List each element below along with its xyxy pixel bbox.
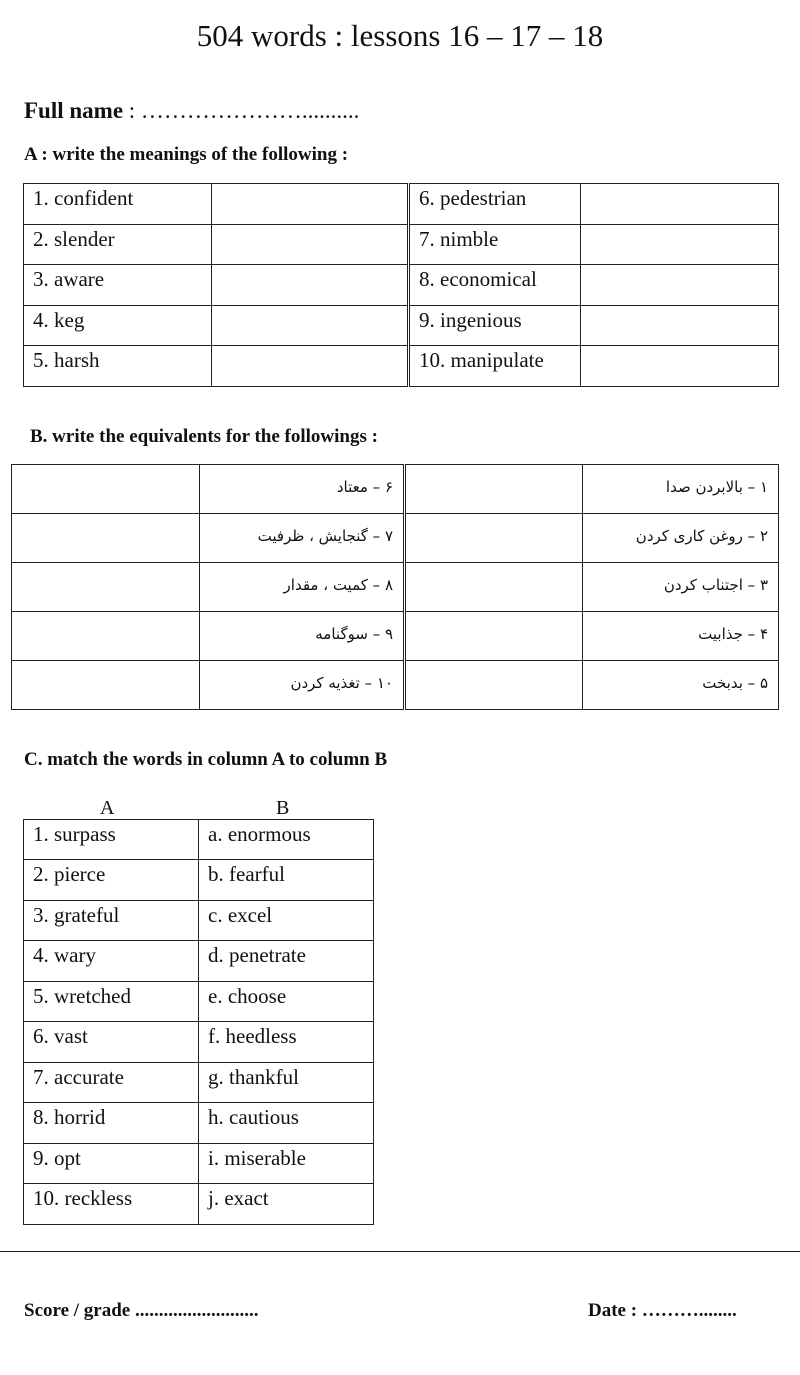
column-a-word: 3. grateful — [24, 901, 199, 941]
column-b-word: f. heedless — [199, 1022, 374, 1063]
column-b-label: B — [276, 797, 290, 819]
equivalent-word: ۱۰ – تغذیه کردن — [200, 661, 405, 710]
equivalent-word: ۱ – بالابردن صدا — [583, 465, 779, 514]
meaning-word: 4. keg — [24, 306, 212, 346]
section-b-heading: B. write the equivalents for the followings : — [30, 426, 378, 447]
equivalent-answer-cell[interactable] — [12, 563, 200, 612]
meaning-word: 2. slender — [24, 225, 212, 265]
meaning-word: 3. aware — [24, 265, 212, 306]
equivalent-answer-cell[interactable] — [12, 661, 200, 710]
section-c-heading: C. match the words in column A to column B — [24, 749, 388, 770]
equivalent-answer-cell[interactable] — [405, 514, 583, 563]
column-b-word: b. fearful — [199, 860, 374, 901]
meaning-answer-cell[interactable] — [212, 225, 409, 265]
column-a-word: 1. surpass — [24, 820, 199, 860]
section-a-heading: A : write the meanings of the following : — [24, 144, 349, 165]
column-a-label: A — [100, 797, 115, 819]
column-a-word: 2. pierce — [24, 860, 199, 901]
column-b-word: d. penetrate — [199, 941, 374, 982]
equivalent-answer-cell[interactable] — [405, 465, 583, 514]
equivalent-answer-cell[interactable] — [405, 612, 583, 661]
meaning-word: 7. nimble — [409, 225, 581, 265]
column-b-word: e. choose — [199, 982, 374, 1022]
equivalent-word: ۵ – بدبخت — [583, 661, 779, 710]
meaning-word: 8. economical — [409, 265, 581, 306]
column-b-word: c. excel — [199, 901, 374, 941]
column-a-word: 8. horrid — [24, 1103, 199, 1144]
equivalent-answer-cell[interactable] — [12, 514, 200, 563]
meaning-answer-cell[interactable] — [581, 346, 779, 387]
meaning-answer-cell[interactable] — [212, 265, 409, 306]
equivalent-answer-cell[interactable] — [12, 465, 200, 514]
column-b-word: g. thankful — [199, 1063, 374, 1103]
meaning-answer-cell[interactable] — [212, 306, 409, 346]
meaning-answer-cell[interactable] — [581, 306, 779, 346]
column-a-word: 9. opt — [24, 1144, 199, 1184]
equivalent-word: ۳ – اجتناب کردن — [583, 563, 779, 612]
meaning-word: 5. harsh — [24, 346, 212, 387]
column-a-word: 6. vast — [24, 1022, 199, 1063]
column-b-word: j. exact — [199, 1184, 374, 1225]
meaning-word: 10. manipulate — [409, 346, 581, 387]
equivalent-word: ۴ – جذابیت — [583, 612, 779, 661]
matching-table — [23, 819, 374, 1225]
equivalent-answer-cell[interactable] — [12, 612, 200, 661]
equivalents-table — [11, 464, 779, 710]
column-a-word: 5. wretched — [24, 982, 199, 1022]
page-title: 504 words : lessons 16 – 17 – 18 — [196, 18, 604, 53]
score-grade[interactable]: Score / grade .......................... — [24, 1300, 259, 1321]
meaning-answer-cell[interactable] — [581, 265, 779, 306]
full-name-line — [24, 96, 359, 126]
meaning-answer-cell[interactable] — [212, 346, 409, 387]
full-name-label: Full name — [24, 98, 124, 123]
equivalent-word: ۶ – معتاد — [200, 465, 405, 514]
column-a-word: 10. reckless — [24, 1184, 199, 1225]
equivalent-word: ۹ – سوگنامه — [200, 612, 405, 661]
equivalent-word: ۸ – کمیت ، مقدار — [200, 563, 405, 612]
meaning-word: 1. confident — [24, 184, 212, 225]
equivalent-answer-cell[interactable] — [405, 661, 583, 710]
date-field[interactable]: Date : ………........ — [588, 1300, 737, 1321]
meaning-answer-cell[interactable] — [581, 184, 779, 225]
full-name-blank[interactable]: : ………………….......... — [123, 98, 360, 123]
meaning-word: 6. pedestrian — [409, 184, 581, 225]
column-b-word: a. enormous — [199, 820, 374, 860]
equivalent-answer-cell[interactable] — [405, 563, 583, 612]
meaning-answer-cell[interactable] — [581, 225, 779, 265]
equivalent-word: ۷ – گنجایش ، ظرفیت — [200, 514, 405, 563]
column-a-word: 7. accurate — [24, 1063, 199, 1103]
meaning-answer-cell[interactable] — [212, 184, 409, 225]
column-b-word: h. cautious — [199, 1103, 374, 1144]
equivalent-word: ۲ – روغن کاری کردن — [583, 514, 779, 563]
footer-divider — [0, 1251, 800, 1252]
meanings-table — [23, 183, 779, 387]
column-a-word: 4. wary — [24, 941, 199, 982]
column-b-word: i. miserable — [199, 1144, 374, 1184]
meaning-word: 9. ingenious — [409, 306, 581, 346]
